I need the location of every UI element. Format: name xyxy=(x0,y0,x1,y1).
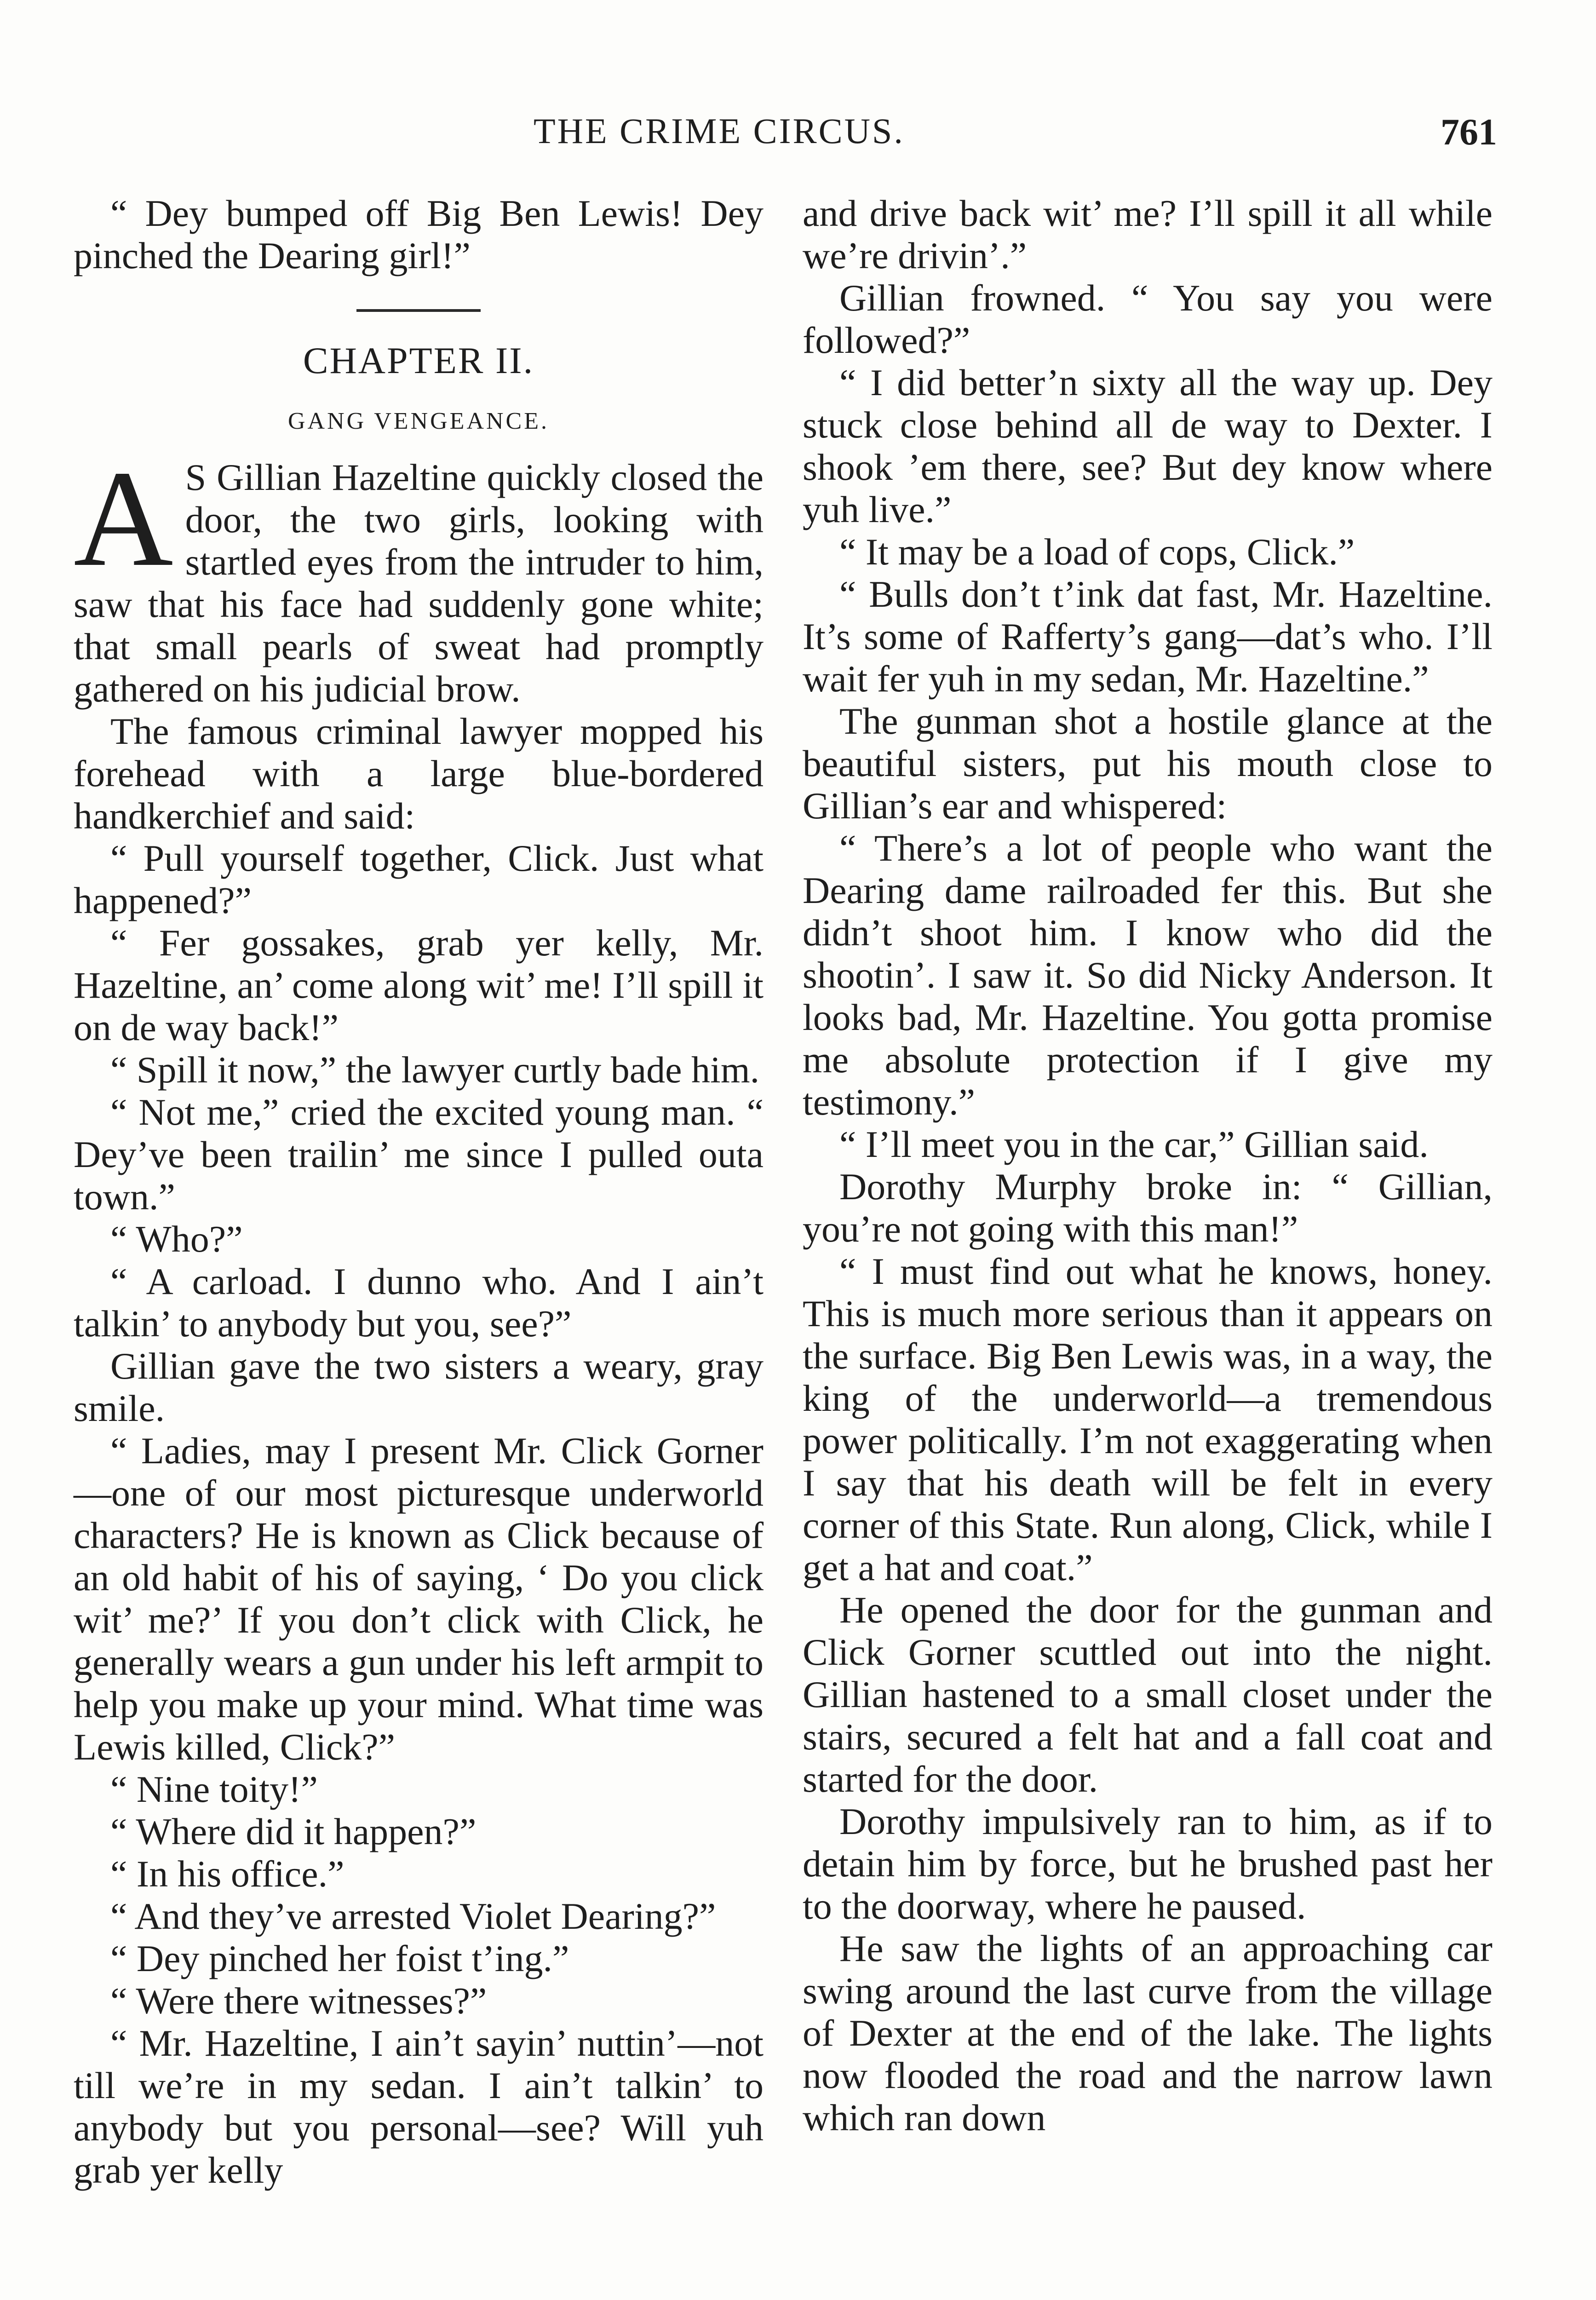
right-column xyxy=(803,192,1493,2139)
paragraph: “ I must find out what he knows, honey. This is much more serious than it appears on the surface. Big Ben Lewis was, in a way, the king of the underworld—a tremendous power politically. I’m not exaggerating when I say that his death will be felt in every corner of this State. Run along, Click, while I get a hat and coat.” xyxy=(803,1250,1493,1588)
paragraph: Dorothy impulsively ran to him, as if to detain him by force, but he brushed past her to the doorway, where he paused. xyxy=(803,1800,1493,1927)
paragraph: “ And they’ve arrested Violet Dearing?” xyxy=(110,1895,716,1937)
paragraph: “ Where did it happen?” xyxy=(110,1811,477,1852)
paragraph: and drive back wit’ me? I’ll spill it all while we’re drivin’.” xyxy=(803,192,1493,276)
left-column xyxy=(74,192,764,2191)
paragraph: “ Who?” xyxy=(110,1218,243,1260)
running-title: THE CRIME CIRCUS. xyxy=(534,111,905,151)
paragraph: “ There’s a lot of people who want the Dearing dame railroaded fer this. But she didn’t shoot him. I know who did the shootin’. I saw it. So did Nicky Anderson. It looks bad, Mr. Hazeltine. You gotta promise me absolute protection if I give my testimony.” xyxy=(803,827,1493,1123)
paragraph: “ Nine toity!” xyxy=(110,1768,318,1810)
paragraph: “ Fer gossakes, grab yer kelly, Mr. Hazeltine, an’ come along wit’ me! I’ll spill it on de way back!” xyxy=(74,922,764,1048)
first-paragraph xyxy=(74,442,764,710)
paragraph: “ I did better’n sixty all the way up. Dey stuck close behind all de way to Dexter. I shook ’em there, see? But dey know where yuh live.” xyxy=(803,362,1493,530)
paragraph: “ A carload. I dunno who. And I ain’t talkin’ to anybody but you, see?” xyxy=(74,1260,764,1345)
chapter-subtitle: GANG VENGEANCE. xyxy=(287,408,549,434)
paragraph: “ Spill it now,” the lawyer curtly bade him. xyxy=(110,1049,760,1091)
paragraph: “ Dey pinched her foist t’ing.” xyxy=(110,1938,569,1979)
chapter-title: CHAPTER II. xyxy=(303,339,534,381)
paragraph: “ In his office.” xyxy=(110,1853,344,1895)
paragraph: Gillian gave the two sisters a weary, gray smile. xyxy=(74,1345,764,1429)
paragraph: “ I’ll meet you in the car,” Gillian said. xyxy=(839,1123,1429,1165)
page-number: 761 xyxy=(1441,111,1497,153)
paragraph: “ Were there witnesses?” xyxy=(110,1980,487,2022)
drop-cap: A xyxy=(74,442,173,595)
paragraph: The gunman shot a hostile glance at the beautiful sisters, put his mouth close to Gillian’s ear and whispered: xyxy=(803,700,1493,827)
paragraph: “ Mr. Hazeltine, I ain’t sayin’ nuttin’—not till we’re in my sedan. I ain’t talkin’ to anybody but you personal—see? Will yuh grab yer kelly xyxy=(74,2022,764,2191)
paragraph: The famous criminal lawyer mopped his forehead with a large blue-bordered handkerchief and said: xyxy=(74,710,764,837)
paragraph: Dorothy Murphy broke in: “ Gillian, you’re not going with this man!” xyxy=(803,1166,1493,1250)
paragraph: Gillian frowned. “ You say you were followed?” xyxy=(803,277,1493,361)
paragraph: “ Not me,” cried the excited young man. “ Dey’ve been trailin’ me since I pulled outa town.” xyxy=(74,1091,764,1218)
paragraph: “ Dey bumped off Big Ben Lewis! Dey pinched the Dearing girl!” xyxy=(74,192,764,276)
section-divider xyxy=(356,309,481,312)
paragraph: He opened the door for the gunman and Click Gorner scuttled out into the night. Gillian hastened to a small closet under the stairs, secured a felt hat and a fall coat and started for the door. xyxy=(803,1589,1493,1800)
paragraph: He saw the lights of an approaching car swing around the last curve from the village of Dexter at the end of the lake. The lights now flooded the road and the narrow lawn which ran down xyxy=(803,1927,1493,2139)
paragraph: “ Ladies, may I present Mr. Click Gorner—one of our most picturesque underworld characters? He is known as Click because of an old habit of his of saying, ‘ Do you click wit’ me?’ If you don’t click with Click, he generally wears a gun under his left armpit to help you make up your mind. What time was Lewis killed, Click?” xyxy=(74,1430,764,1768)
paragraph: “ Bulls don’t t’ink dat fast, Mr. Hazeltine. It’s some of Rafferty’s gang—dat’s who. I’ll wait fer yuh in my sedan, Mr. Hazeltine.” xyxy=(803,573,1493,700)
paragraph: “ It may be a load of cops, Click.” xyxy=(839,531,1355,573)
first-paragraph-text: S Gillian Hazeltine quickly closed the door, the two girls, looking with startled eyes from the intruder to him, saw that his face had suddenly gone white; that small pearls of sweat had promptly gathered on his judicial brow. xyxy=(74,456,764,710)
paragraph: “ Pull yourself together, Click. Just what happened?” xyxy=(74,837,764,921)
